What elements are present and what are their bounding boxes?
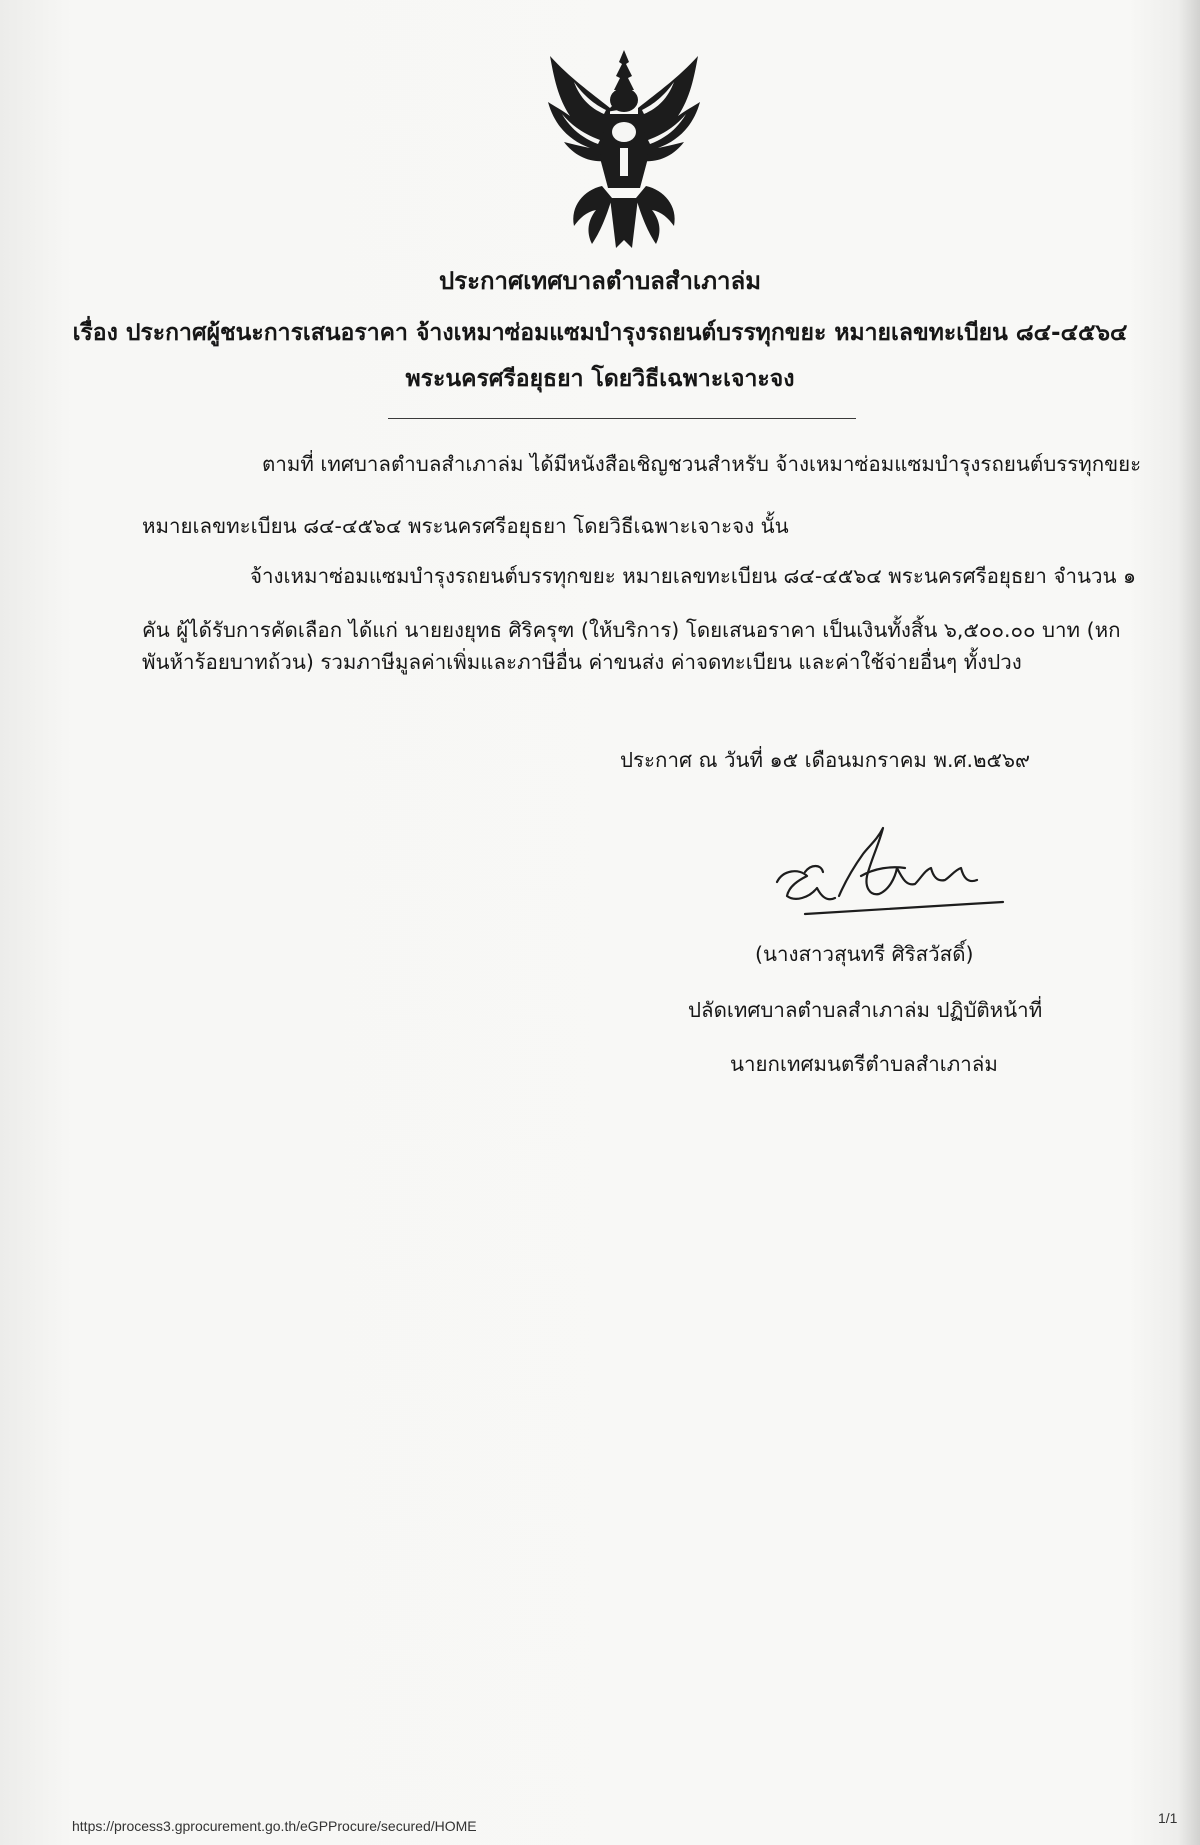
signatory-name: (นางสาวสุนทรี ศิริสวัสดิ์) (755, 942, 974, 966)
handwritten-signature-icon (765, 810, 1005, 928)
paragraph-1-line-2: หมายเลขทะเบียน ๘๔-๔๕๖๔ พระนครศรีอยุธยา โดยวิธีเฉพาะเจาะจง นั้น (142, 514, 789, 538)
header-divider (388, 418, 856, 419)
announcement-title: ประกาศเทศบาลตำบลสำเภาล่ม (438, 267, 762, 295)
footer-url: https://process3.gprocurement.go.th/eGPProcure/secured/HOME (72, 1818, 477, 1834)
signatory-position-line-2: นายกเทศมนตรีตำบลสำเภาล่ม (730, 1052, 998, 1076)
paragraph-1-line-1: ตามที่ เทศบาลตำบลสำเภาล่ม ได้มีหนังสือเชิญชวนสำหรับ จ้างเหมาซ่อมแซมบำรุงรถยนต์บรรทุกขยะ (262, 452, 1142, 476)
announcement-subject-line-1: เรื่อง ประกาศผู้ชนะการเสนอราคา จ้างเหมาซ่อมแซมบำรุงรถยนต์บรรทุกขยะ หมายเลขทะเบียน ๘๔-๔๕๖๔ (72, 320, 1128, 346)
signatory-position-line-1: ปลัดเทศบาลตำบลสำเภาล่ม ปฏิบัติหน้าที่ (688, 998, 1043, 1022)
garuda-emblem-icon (540, 48, 708, 254)
announcement-subject-line-2: พระนครศรีอยุธยา โดยวิธีเฉพาะเจาะจง (405, 366, 795, 392)
paragraph-2-line-3: พันห้าร้อยบาทถ้วน) รวมภาษีมูลค่าเพิ่มและภาษีอื่น ค่าขนส่ง ค่าจดทะเบียน และค่าใช้จ่ายอื่นๆ ทั้งปวง (142, 650, 1022, 674)
paragraph-2-line-1: จ้างเหมาซ่อมแซมบำรุงรถยนต์บรรทุกขยะ หมายเลขทะเบียน ๘๔-๔๕๖๔ พระนครศรีอยุธยา จำนวน ๑ (250, 564, 1137, 588)
paragraph-2-line-2: คัน ผู้ได้รับการคัดเลือก ได้แก่ นายยงยุทธ ศิริครุฑ (ให้บริการ) โดยเสนอราคา เป็นเงินทั้งสิ้น ๖,๕๐๐.๐๐ บาท (หก (142, 618, 1121, 642)
footer-page-number: 1/1 (1158, 1810, 1178, 1826)
announcement-date: ประกาศ ณ วันที่ ๑๕ เดือนมกราคม พ.ศ.๒๕๖๙ (620, 748, 1031, 772)
